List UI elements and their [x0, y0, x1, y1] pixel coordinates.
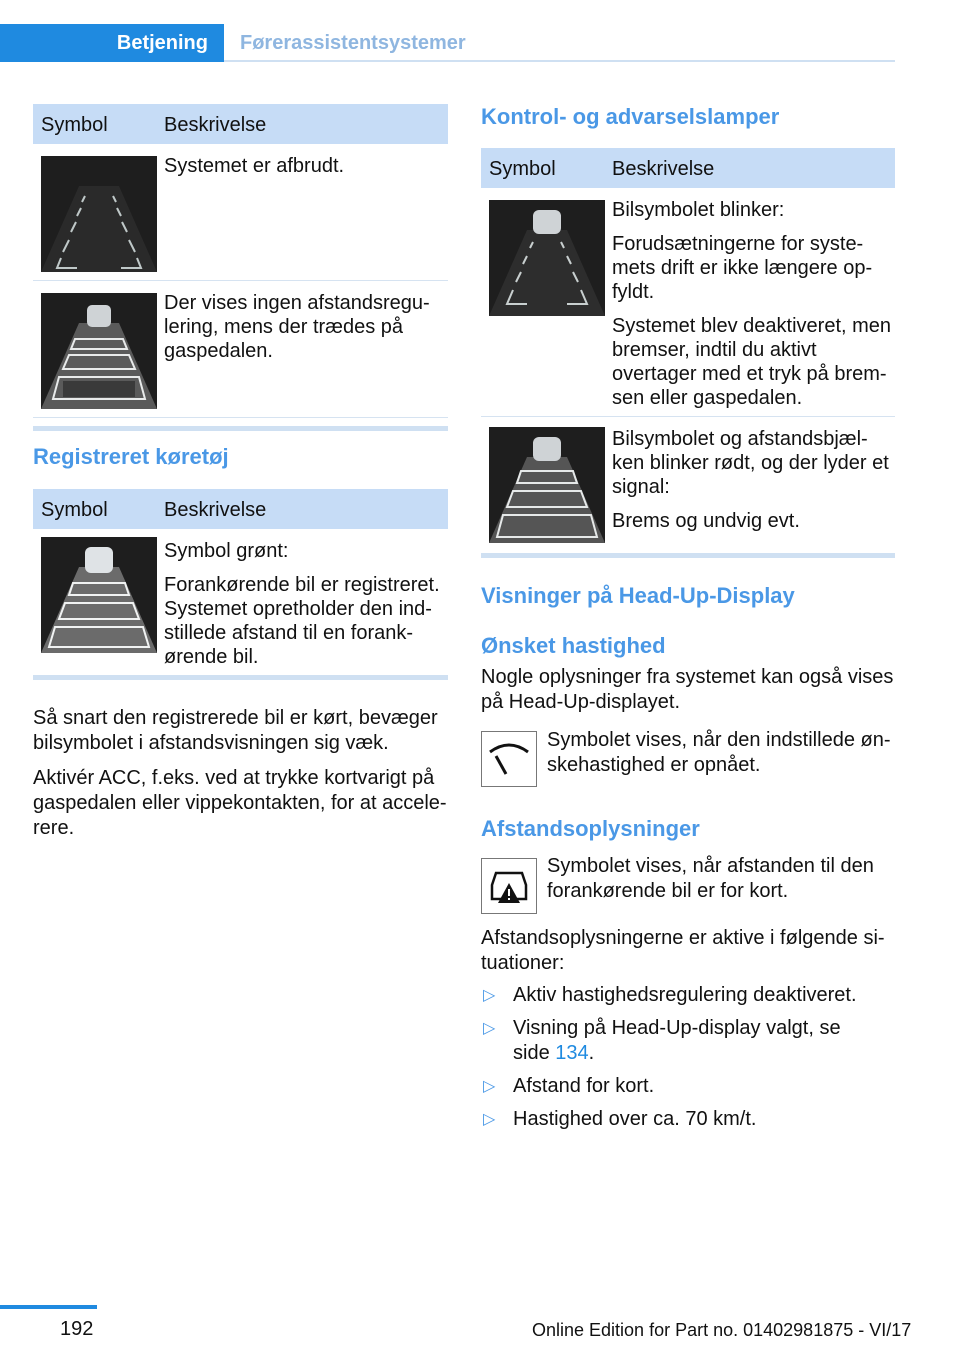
subheading-desired-speed: Ønsket hastighed	[481, 633, 666, 658]
col-symbol: Symbol	[41, 499, 108, 521]
row-description: Bilsymbolet og afstandsbjæl-ken blinker rødt, og der lyder et signal: Brems og undvig evt.	[612, 428, 889, 532]
section-heading-warnings: Kontrol- og advarselslamper	[481, 104, 780, 129]
section-heading-registered: Registreret køretøj	[33, 444, 229, 469]
bullet-arrow-icon: ▷	[483, 1078, 496, 1095]
col-description: Beskrivelse	[612, 158, 715, 180]
car-distance-red-icon	[489, 427, 605, 543]
page-header	[0, 0, 895, 64]
col-description: Beskrivelse	[164, 499, 267, 521]
edition-info: Online Edition for Part no. 01402981875 - VI/17	[532, 1320, 912, 1340]
row-description: Der vises ingen afstandsregu-lering, mens der trædes på gaspedalen.	[164, 292, 430, 362]
table-header	[33, 489, 448, 529]
table-header	[481, 148, 895, 188]
list-item: ▷ Hastighed over ca. 70 km/t.	[483, 1108, 757, 1130]
paragraph: Aktivér ACC, f.eks. ved at trykke kortvarigt på gaspedalen eller vippekontakten, for at accele-rere.	[33, 767, 447, 839]
desired-speed-text: Symbolet vises, når den indstillede øn-skehastighed er opnået.	[547, 729, 891, 776]
situations-list	[481, 983, 895, 1140]
table-row	[33, 529, 448, 675]
subheading-distance-info: Afstandsoplysninger	[481, 816, 700, 841]
table-end-rule	[33, 426, 448, 431]
table-row	[481, 417, 895, 553]
left-body-text	[33, 706, 448, 851]
distance-info-text: Symbolet vises, når afstanden til den forankørende bil er for kort.	[547, 855, 874, 902]
desired-speed-icon	[481, 731, 537, 787]
section-tab[interactable]	[0, 24, 224, 62]
col-symbol: Symbol	[489, 158, 556, 180]
bullet-arrow-icon: ▷	[483, 987, 496, 1004]
row-description: Systemet er afbrudt.	[164, 155, 345, 177]
situations-intro: Afstandsoplysningerne er aktive i følgende si-tuationer:	[481, 927, 885, 974]
table-end-rule	[481, 553, 895, 558]
table-header	[33, 104, 448, 144]
symbol-table-top	[33, 104, 448, 431]
car-symbol-flashing-icon	[489, 200, 605, 316]
bullet-arrow-icon: ▷	[483, 1020, 496, 1037]
page-number: 192	[60, 1318, 94, 1340]
chapter-title: Førerassistentsystemer	[240, 32, 466, 54]
table-row	[33, 281, 448, 418]
page-reference-link[interactable]: 134	[555, 1042, 589, 1064]
lane-display-interrupted-icon	[41, 156, 157, 272]
section-heading-hud: Visninger på Head-Up-Display	[481, 583, 795, 608]
list-item: ▷ Aktiv hastighedsregulering deaktiveret.	[483, 984, 857, 1006]
symbol-table-registered	[33, 489, 448, 680]
row-description: Bilsymbolet blinker: Forudsætningerne for syste-mets drift er ikke længere op-fyldt. Systemet blev deaktiveret, men bremser, indtil du aktivt overtager med et tryk på brem-sen eller gaspedalen.	[612, 199, 892, 409]
list-item: ▷ Afstand for kort.	[483, 1075, 655, 1097]
table-row	[33, 144, 448, 281]
section-label: Betjening	[116, 32, 208, 54]
bullet-arrow-icon: ▷	[483, 1111, 496, 1128]
header-rule	[224, 60, 895, 62]
col-symbol: Symbol	[41, 114, 108, 136]
row-description: Symbol grønt: Forankørende bil er registreret. Systemet opretholder den ind-stillede afstand til en forank-ørende bil.	[164, 540, 440, 668]
table-row	[481, 188, 895, 417]
lane-display-no-regulation-icon	[41, 293, 157, 409]
symbol-table-warnings	[481, 148, 895, 558]
vehicle-registered-icon	[41, 537, 157, 653]
col-description: Beskrivelse	[164, 114, 267, 136]
hud-intro-text: Nogle oplysninger fra systemet kan også vises på Head-Up-displayet.	[481, 666, 894, 713]
list-item: ▷ Visning på Head-Up-display valgt, se side 134.	[483, 1017, 841, 1064]
distance-warning-icon	[481, 858, 537, 914]
paragraph: Så snart den registrerede bil er kørt, bevæger bilsymbolet i afstandsvisningen sig væk.	[33, 707, 438, 754]
footer-rule	[0, 1305, 97, 1309]
